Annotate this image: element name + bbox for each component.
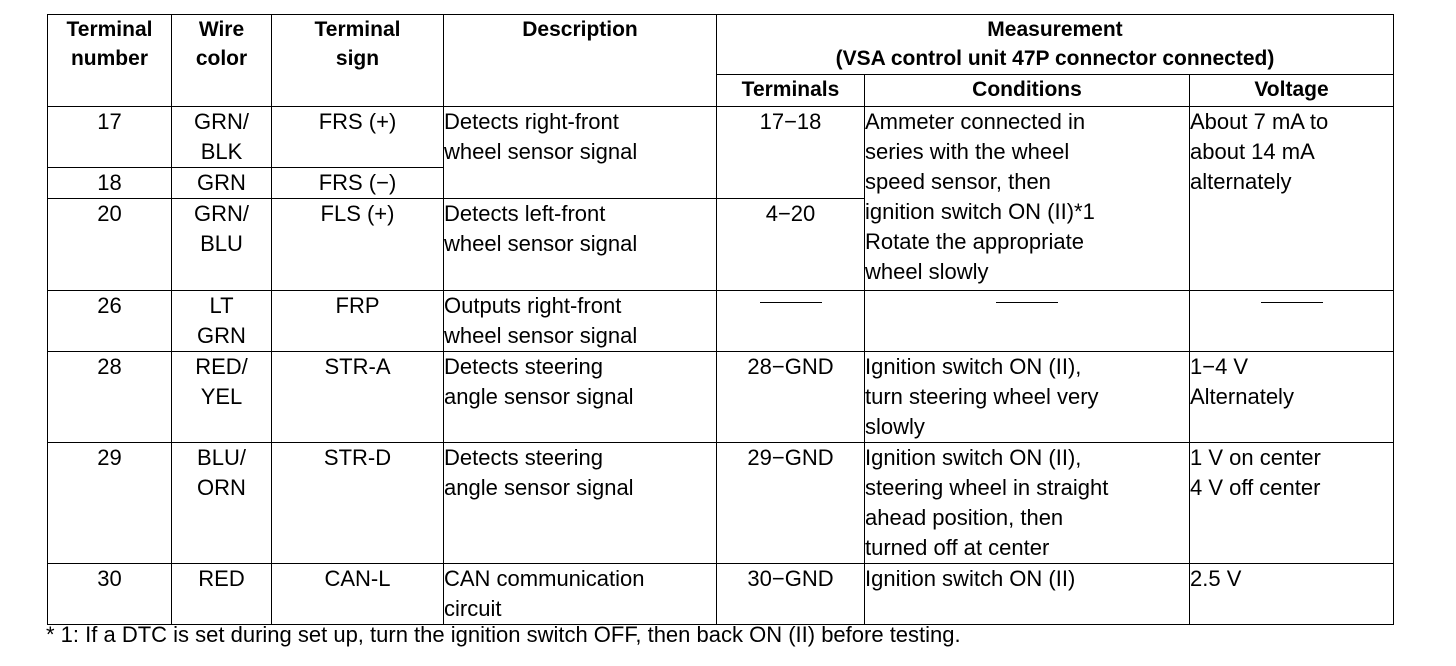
description: Detects left-front wheel sensor signal bbox=[444, 199, 717, 291]
description: Detects right-front wheel sensor signal bbox=[444, 107, 717, 199]
wire-color: GRN bbox=[172, 168, 272, 199]
conditions: Ignition switch ON (II), steering wheel in straight ahead position, then turned off at center bbox=[865, 443, 1190, 564]
terminals: 4−20 bbox=[717, 199, 865, 291]
terminal-spec-table bbox=[47, 14, 1394, 625]
terminal-number: 20 bbox=[48, 199, 172, 291]
voltage: 2.5 V bbox=[1190, 564, 1394, 625]
terminal-sign: STR-D bbox=[272, 443, 444, 564]
wire-color: BLU/ ORN bbox=[172, 443, 272, 564]
conditions: Ammeter connected in series with the wheel speed sensor, then ignition switch ON (II)*1 Rotate the appropriate wheel slowly bbox=[865, 107, 1190, 291]
table-row bbox=[48, 291, 1394, 352]
terminal-number: 18 bbox=[48, 168, 172, 199]
terminal-number: 30 bbox=[48, 564, 172, 625]
voltage: About 7 mA to about 14 mA alternately bbox=[1190, 107, 1394, 291]
terminal-sign: FRP bbox=[272, 291, 444, 352]
terminal-sign: STR-A bbox=[272, 352, 444, 443]
voltage-none bbox=[1190, 291, 1394, 352]
table-row bbox=[48, 564, 1394, 625]
wire-color: RED bbox=[172, 564, 272, 625]
header-terminal-sign: Terminal sign bbox=[272, 15, 444, 107]
description: Outputs right-front wheel sensor signal bbox=[444, 291, 717, 352]
header-terminals: Terminals bbox=[717, 75, 865, 107]
terminal-number: 26 bbox=[48, 291, 172, 352]
conditions: Ignition switch ON (II) bbox=[865, 564, 1190, 625]
terminal-sign: FLS (+) bbox=[272, 199, 444, 291]
conditions-none bbox=[865, 291, 1190, 352]
header-measurement: Measurement (VSA control unit 47P connector connected) bbox=[717, 15, 1394, 75]
terminal-sign: CAN-L bbox=[272, 564, 444, 625]
wire-color: RED/ YEL bbox=[172, 352, 272, 443]
wire-color: GRN/ BLK bbox=[172, 107, 272, 168]
table-row bbox=[48, 107, 1394, 168]
header-wire-color: Wire color bbox=[172, 15, 272, 107]
terminals: 29−GND bbox=[717, 443, 865, 564]
terminal-number: 29 bbox=[48, 443, 172, 564]
table-row bbox=[48, 443, 1394, 564]
terminals: 30−GND bbox=[717, 564, 865, 625]
terminal-number: 28 bbox=[48, 352, 172, 443]
conditions: Ignition switch ON (II), turn steering wheel very slowly bbox=[865, 352, 1190, 443]
voltage: 1−4 V Alternately bbox=[1190, 352, 1394, 443]
dash-line bbox=[1261, 302, 1323, 303]
header-voltage: Voltage bbox=[1190, 75, 1394, 107]
terminal-sign: FRS (+) bbox=[272, 107, 444, 168]
voltage: 1 V on center 4 V off center bbox=[1190, 443, 1394, 564]
header-description: Description bbox=[444, 15, 717, 107]
terminals: 17−18 bbox=[717, 107, 865, 199]
header-terminal-number: Terminal number bbox=[48, 15, 172, 107]
terminals-none bbox=[717, 291, 865, 352]
table-row bbox=[48, 352, 1394, 443]
dash-line bbox=[996, 302, 1058, 303]
description: CAN communication circuit bbox=[444, 564, 717, 625]
footnote: * 1: If a DTC is set during set up, turn the ignition switch OFF, then back ON (II) before testing. bbox=[46, 622, 961, 647]
dash-line bbox=[760, 302, 822, 303]
wire-color: GRN/ BLU bbox=[172, 199, 272, 291]
description: Detects steering angle sensor signal bbox=[444, 443, 717, 564]
description: Detects steering angle sensor signal bbox=[444, 352, 717, 443]
terminals: 28−GND bbox=[717, 352, 865, 443]
terminal-number: 17 bbox=[48, 107, 172, 168]
terminal-sign: FRS (−) bbox=[272, 168, 444, 199]
header-conditions: Conditions bbox=[865, 75, 1190, 107]
wire-color: LT GRN bbox=[172, 291, 272, 352]
